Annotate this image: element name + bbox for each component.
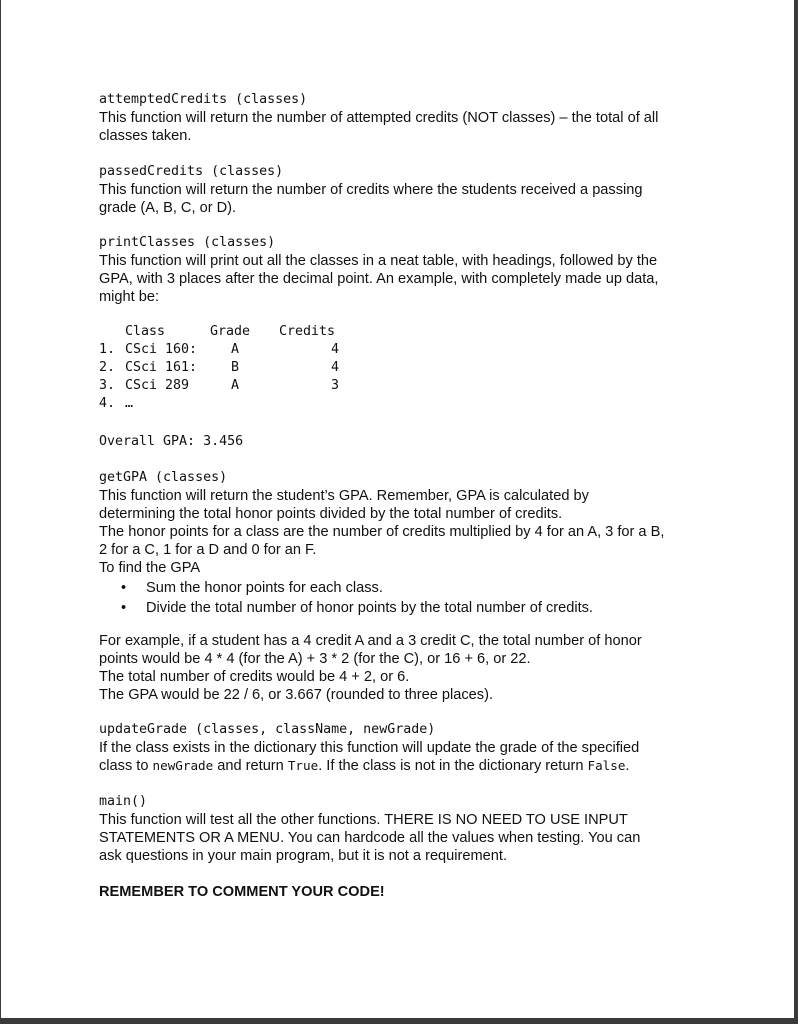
inline-code: newGrade <box>152 758 214 773</box>
row-number: 1. <box>99 342 116 357</box>
bullet-icon: • <box>121 580 127 596</box>
row-number: 3. <box>99 378 116 393</box>
description-line: The honor points for a class are the number of credits multiplied by 4 for an A, 3 for a B, <box>99 524 665 540</box>
table-row <box>99 341 399 359</box>
overall-gpa-line: Overall GPA: 3.456 <box>99 434 244 449</box>
list-item <box>99 599 709 617</box>
row-credits: 4 <box>330 360 339 375</box>
description-line: This function will return the number of credits where the students received a passing <box>99 182 643 198</box>
header-class: Class <box>125 324 166 339</box>
function-signature: updateGrade (classes, className, newGrade) <box>99 722 436 737</box>
row-class: CSci 160: <box>125 342 198 357</box>
description-line: STATEMENTS OR A MENU. You can hardcode all the values when testing. You can <box>99 830 641 846</box>
description-line: This function will test all the other functions. THERE IS NO NEED TO USE INPUT <box>99 812 628 828</box>
comment-reminder <box>99 883 709 901</box>
description-line: This function will return the number of attempted credits (NOT classes) – the total of all <box>99 110 659 126</box>
description-line: 2 for a C, 1 for a D and 0 for an F. <box>99 542 317 558</box>
main-section <box>99 793 709 865</box>
description-line: The total number of credits would be 4 + 2, or 6. <box>99 669 410 685</box>
steps-list <box>99 579 709 617</box>
description-line: For example, if a student has a 4 credit A and a 3 credit C, the total number of honor <box>99 633 642 649</box>
description-line: points would be 4 * 4 (for the A) + 3 * 2 (for the C), or 16 + 6, or 22. <box>99 651 531 667</box>
row-class: … <box>125 396 134 411</box>
gpa-example-section <box>99 632 709 704</box>
update-grade-section <box>99 721 709 775</box>
text-fragment: and return <box>213 758 288 774</box>
row-number: 2. <box>99 360 116 375</box>
text-fragment: . <box>625 758 630 774</box>
list-item-text: Sum the honor points for each class. <box>146 580 383 596</box>
description-line: might be: <box>99 289 160 305</box>
get-gpa-section <box>99 469 709 617</box>
attempted-credits-section <box>99 91 709 145</box>
table-row <box>99 395 399 413</box>
function-signature: passedCredits (classes) <box>99 164 284 179</box>
example-output-table <box>99 323 399 413</box>
description-line: To find the GPA <box>99 560 201 576</box>
print-classes-section <box>99 234 709 306</box>
table-row <box>99 377 399 395</box>
row-credits: 3 <box>330 378 339 393</box>
table-row <box>99 359 399 377</box>
description-line: ask questions in your main program, but it is not a requirement. <box>99 848 508 864</box>
description-line: classes taken. <box>99 128 192 144</box>
row-number: 4. <box>99 396 116 411</box>
document-page <box>1 0 794 1018</box>
bullet-icon: • <box>121 600 127 616</box>
function-signature: main() <box>99 794 148 809</box>
description-line: GPA, with 3 places after the decimal point. An example, with completely made up data, <box>99 271 659 287</box>
inline-code: True <box>287 758 319 773</box>
table-header-row <box>99 323 399 341</box>
row-grade: A <box>230 378 239 393</box>
row-grade: B <box>230 360 239 375</box>
reminder-text: REMEMBER TO COMMENT YOUR CODE! <box>99 884 385 900</box>
header-grade: Grade <box>210 324 251 339</box>
description-line: determining the total honor points divided by the total number of credits. <box>99 506 563 522</box>
row-class: CSci 161: <box>125 360 198 375</box>
description-line: The GPA would be 22 / 6, or 3.667 (rounded to three places). <box>99 687 494 703</box>
description-line <box>99 757 709 775</box>
text-fragment: class to <box>99 758 153 774</box>
list-item <box>99 579 709 597</box>
function-signature: getGPA (classes) <box>99 470 228 485</box>
row-grade: A <box>230 342 239 357</box>
inline-code: False <box>587 758 626 773</box>
description-line: grade (A, B, C, or D). <box>99 200 237 216</box>
list-item-text: Divide the total number of honor points by the total number of credits. <box>146 600 593 616</box>
function-signature: printClasses (classes) <box>99 235 276 250</box>
description-line: This function will print out all the classes in a neat table, with headings, followed by the <box>99 253 658 269</box>
description-line: This function will return the student’s GPA. Remember, GPA is calculated by <box>99 488 589 504</box>
text-fragment: . If the class is not in the dictionary return <box>318 758 588 774</box>
row-credits: 4 <box>330 342 339 357</box>
header-credits: Credits <box>279 324 336 339</box>
passed-credits-section <box>99 163 709 217</box>
description-line: If the class exists in the dictionary this function will update the grade of the specified <box>99 740 640 756</box>
row-class: CSci 289 <box>125 378 190 393</box>
function-signature: attemptedCredits (classes) <box>99 92 308 107</box>
